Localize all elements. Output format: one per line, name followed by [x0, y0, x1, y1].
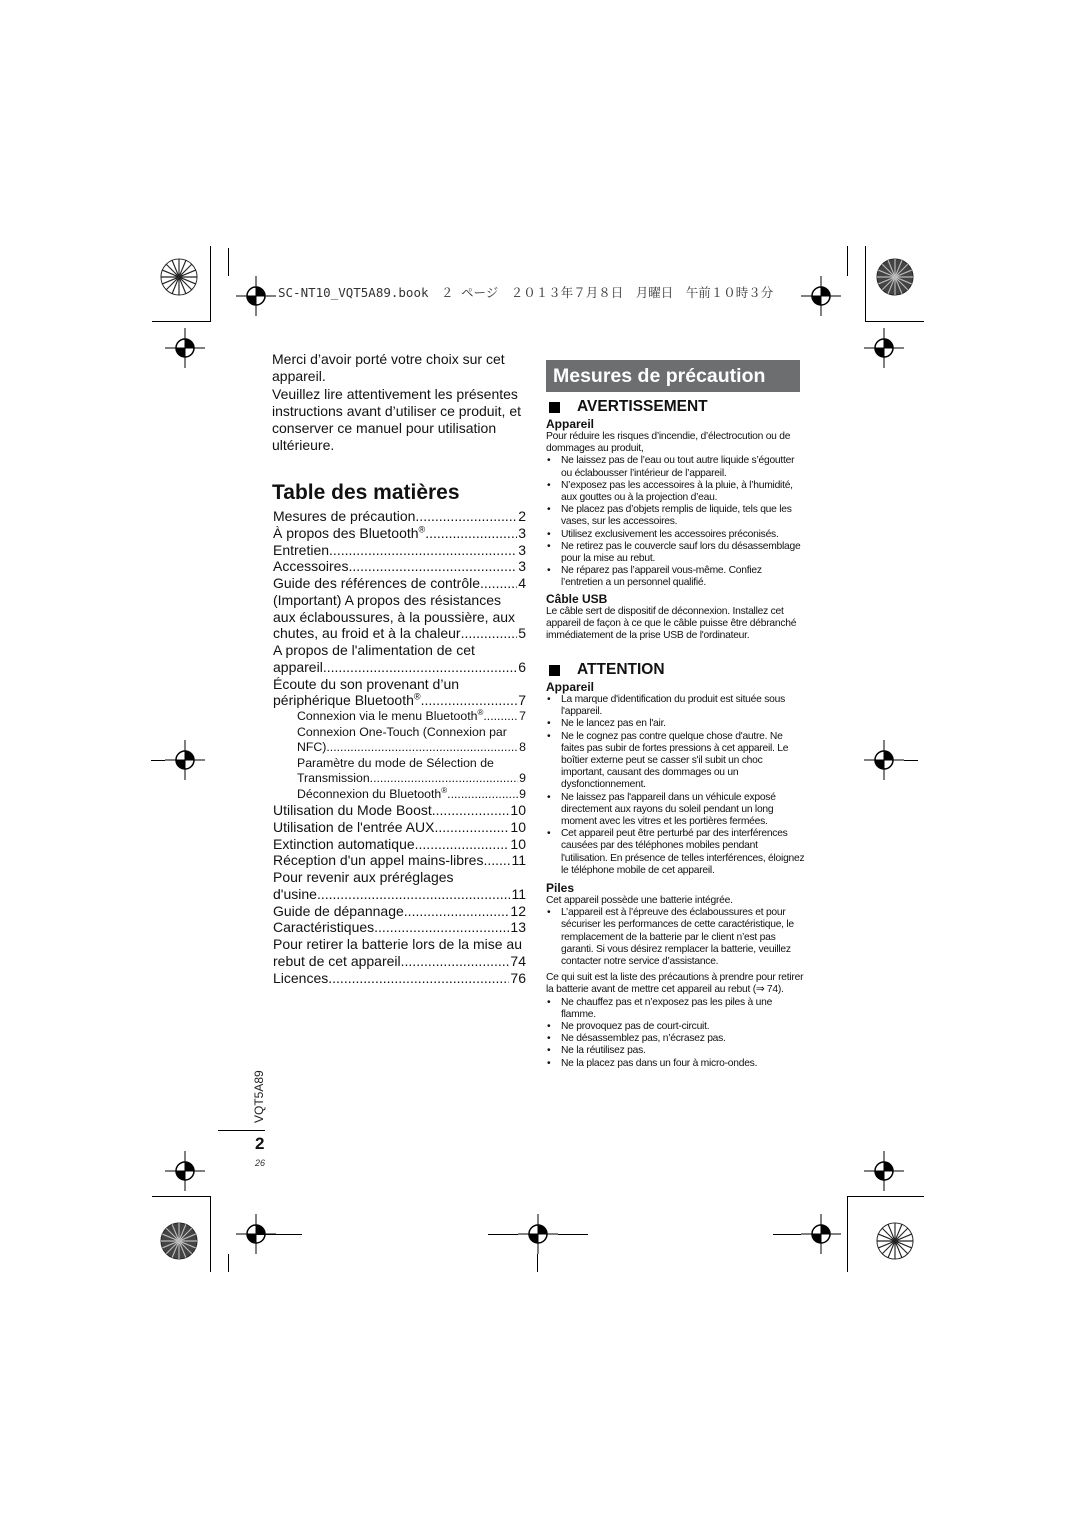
toc-entry-line: Pour retirer la batterie lors de la mise au — [273, 936, 522, 952]
bullet-item: • Ne désassemblez pas, n’écrasez pas. — [546, 1033, 806, 1045]
registered-mark: ® — [441, 785, 448, 795]
warning-block — [546, 398, 806, 642]
toc-entry[interactable] — [273, 558, 526, 575]
toc-entry-line: (Important) A propos des résistances — [273, 591, 501, 608]
toc-entry[interactable] — [273, 819, 526, 836]
toc-entry-label: Extinction automatique — [273, 835, 415, 852]
subheading: Appareil — [546, 680, 595, 694]
bullet-item: • Utilisez exclusivement les accessoires préconisés. — [546, 529, 806, 541]
toc-page-number: 10 — [510, 818, 526, 835]
toc-page-number: 10 — [510, 802, 526, 818]
toc-leader-dots — [432, 802, 510, 819]
toc-entry-label: Réception d'un appel mains-libres — [273, 852, 484, 869]
bullet-item: • Ne placez pas d’objets remplis de liquide, tels que les vases, sur les accessoires. — [546, 504, 806, 528]
toc-entry-line: Pour revenir aux préréglages — [273, 869, 454, 885]
toc-leader-dots — [374, 919, 509, 936]
toc-page-number: 5 — [518, 625, 526, 642]
page-number: 2 — [255, 1134, 265, 1153]
toc-entry-label: Transmission — [297, 771, 370, 785]
toc-entry-label: À propos des Bluetooth® — [273, 524, 426, 541]
toc-entry[interactable] — [273, 508, 526, 525]
toc-entry-label: rebut de cet appareil — [273, 952, 401, 969]
registration-crosshair-icon — [165, 740, 205, 780]
section-title: Mesures de précaution — [546, 360, 800, 392]
paragraph: Le câble sert de dispositif de déconnexion. Installez cet appareil de façon à ce que le câble puisse être débranché immédiatement de la prise USB de l'ordinateur. — [546, 605, 797, 642]
toc-entry[interactable] — [273, 542, 526, 559]
toc-entry[interactable] — [273, 919, 526, 936]
bullet-item: • Ne laissez pas l'appareil dans un véhicule exposé directement aux rayons du soleil pendant un long moment avec les vitres et les portières fermées. — [546, 792, 806, 829]
toc-entry-line: Connexion One-Touch (Connexion par — [297, 724, 507, 739]
subheading: Câble USB — [546, 591, 608, 606]
intro-paragraph: Veuillez lire attentivement les présentes instructions avant d’utiliser ce produit, et conserver ce manuel pour utilisation ultérieure. — [272, 385, 522, 454]
toc-entry-line: Écoute du son provenant d’un — [273, 675, 460, 692]
toc-entry[interactable] — [273, 676, 526, 710]
paragraph: Pour réduire les risques d’incendie, d’électrocution ou de dommages au produit, — [546, 431, 791, 455]
toc-page-number: 74 — [510, 952, 526, 969]
toc-leader-dots — [483, 709, 518, 725]
toc-title: Table des matières — [272, 481, 460, 504]
toc-leader-dots — [329, 542, 517, 559]
registration-crosshair-icon — [518, 1214, 558, 1254]
toc-entry[interactable] — [273, 787, 526, 803]
toc-entry[interactable] — [273, 709, 526, 725]
toc-entry-label: Caractéristiques — [273, 919, 375, 936]
toc-entry-label: périphérique Bluetooth® — [273, 691, 421, 709]
bullet-item: • Ne chauffez pas et n’exposez pas les piles à une flamme. — [546, 997, 806, 1021]
toc-entry-label: Licences — [273, 969, 329, 986]
toc-leader-dots — [404, 903, 510, 920]
toc-page-number: 10 — [510, 835, 526, 852]
toc-entry-label: Guide des références de contrôle — [273, 575, 481, 591]
toc-entry-label: Utilisation du Mode Boost — [273, 802, 432, 818]
toc-page-number: 13 — [510, 919, 526, 936]
toc-entry[interactable] — [273, 756, 526, 787]
toc-page-number: 4 — [518, 575, 526, 591]
bullet-item: • Ne retirez pas le couvercle sauf lors du désassemblage pour la mise au rebut. — [546, 541, 806, 565]
paragraph: Ce qui suit est la liste des précautions à prendre pour retirer la batterie avant de mettre cet appareil au rebut (⇒ 74). — [546, 972, 804, 996]
bullet-item: • Ne réparez pas l’appareil vous-même. Confiez l’entretien a un personnel qualifié. — [546, 565, 806, 589]
toc-page-number: 76 — [510, 969, 526, 986]
intro-paragraph: Merci d’avoir porté votre choix sur cet appareil. — [272, 351, 505, 385]
toc-page-number: 3 — [518, 541, 526, 558]
toc-page-number: 11 — [511, 885, 526, 902]
toc-entry[interactable] — [273, 970, 526, 987]
toc-leader-dots — [370, 771, 518, 787]
toc-entry-label: d'usine — [273, 885, 317, 902]
square-bullet-icon — [549, 402, 560, 413]
toc-page-number: 3 — [518, 558, 526, 575]
toc-page-number: 11 — [511, 852, 526, 869]
registration-crosshair-icon — [864, 740, 904, 780]
print-file-header: SC-NT10_VQT5A89.book ２ ページ ２０１３年７月８日 月曜日 午前１０時３分 — [278, 285, 774, 300]
toc-entry[interactable] — [273, 852, 526, 869]
toc-page-number: 9 — [519, 771, 526, 785]
registration-crosshair-icon — [864, 1151, 904, 1191]
toc-entry[interactable] — [273, 802, 526, 819]
bullet-list — [546, 997, 806, 1070]
toc-page-number: 2 — [518, 508, 526, 524]
registration-disc-icon — [160, 1222, 198, 1260]
toc-leader-dots — [415, 836, 510, 853]
registration-disc-icon — [876, 1222, 914, 1260]
toc-leader-dots — [401, 953, 510, 970]
caution-heading: ATTENTION — [546, 661, 806, 679]
toc-leader-dots — [323, 659, 517, 676]
bullet-item: • L’appareil est à l’épreuve des éclaboussures et pour sécuriser les performances de cette caractéristique, le remplacement de la batterie par le client n’est pas garanti. Si vous désirez remplacer la batterie, veuillez contacter notre service d’assistance. — [546, 907, 806, 968]
bullet-item: • Ne la placez pas dans un four à micro-ondes. — [546, 1058, 806, 1070]
bullet-list — [546, 694, 806, 877]
registration-crosshair-icon — [236, 276, 276, 316]
toc-page-number: 12 — [510, 902, 526, 919]
registered-mark: ® — [418, 524, 426, 535]
toc-leader-dots — [348, 558, 517, 575]
subheading: Piles — [546, 881, 575, 896]
toc-entry[interactable] — [273, 575, 526, 592]
toc-leader-dots — [447, 787, 518, 803]
paragraph: Cet appareil possède une batterie intégrée. — [546, 895, 733, 907]
bullet-item: • Ne la réutilisez pas. — [546, 1045, 806, 1057]
toc-entry[interactable] — [273, 525, 526, 542]
subheading: Appareil — [546, 417, 595, 431]
intro-text — [272, 351, 532, 455]
bullet-item: • Ne le lancez pas en l'air. — [546, 718, 806, 730]
toc-entry-label: NFC) — [297, 740, 327, 754]
toc-page-number: 7 — [519, 709, 526, 723]
toc-leader-dots — [425, 525, 517, 542]
bullet-list — [546, 455, 806, 589]
toc-leader-dots — [415, 508, 517, 525]
toc-entry-line: A propos de l'alimentation de cet — [273, 642, 475, 658]
toc-entry-label: Guide de dépannage — [273, 902, 404, 919]
toc-entry-label: Mesures de précaution — [273, 508, 416, 524]
bullet-item: • La marque d'identification du produit est située sous l'appareil. — [546, 694, 806, 718]
registration-disc-icon — [160, 258, 198, 296]
square-bullet-icon — [549, 665, 560, 676]
toc-entry-label: Utilisation de l'entrée AUX — [273, 818, 435, 835]
registered-mark: ® — [413, 691, 421, 702]
print-page-number: 26 — [255, 1158, 266, 1168]
toc-entry[interactable] — [273, 936, 526, 970]
toc-entry[interactable] — [273, 903, 526, 920]
toc-entry-label: appareil — [273, 658, 323, 675]
toc-entry-label: Connexion via le menu Bluetooth® — [297, 707, 484, 723]
toc-leader-dots — [483, 852, 510, 869]
toc-leader-dots — [328, 970, 509, 987]
toc-entry-label: Entretien — [273, 541, 330, 558]
registration-crosshair-icon — [165, 1151, 205, 1191]
bullet-item: • Ne provoquez pas de court-circuit. — [546, 1021, 806, 1033]
table-of-contents — [273, 508, 526, 986]
toc-page-number: 8 — [519, 740, 526, 754]
bullet-list — [546, 907, 806, 968]
toc-leader-dots — [461, 625, 518, 642]
toc-entry[interactable] — [273, 642, 526, 676]
document-code: VQT5A89 — [252, 1070, 266, 1123]
caution-block — [546, 661, 806, 1070]
toc-entry[interactable] — [273, 869, 526, 903]
registration-disc-icon — [876, 258, 914, 296]
toc-leader-dots — [326, 740, 518, 756]
bullet-item: • Cet appareil peut être perturbé par des interférences causées par des téléphones mobiles pendant l'utilisation. En présence de telles interférences, éloignez le téléphone mobile de cet appareil. — [546, 828, 806, 877]
toc-entry-label: chutes, au froid et à la chaleur — [273, 625, 461, 642]
toc-entry[interactable] — [273, 725, 526, 756]
toc-leader-dots — [421, 692, 518, 709]
toc-page-number: 6 — [518, 658, 526, 675]
toc-entry[interactable] — [273, 836, 526, 853]
toc-page-number: 9 — [519, 786, 526, 801]
toc-entry-label: Déconnexion du Bluetooth® — [297, 785, 448, 801]
registration-crosshair-icon — [801, 1214, 841, 1254]
registration-crosshair-icon — [864, 328, 904, 368]
toc-page-number: 7 — [518, 692, 526, 709]
registered-mark: ® — [477, 707, 484, 717]
bullet-item: • N’exposez pas les accessoires à la pluie, à l’humidité, aux gouttes ou à la projection d’eau. — [546, 480, 806, 504]
warning-heading: AVERTISSEMENT — [546, 398, 806, 416]
toc-entry-label: Accessoires — [273, 558, 349, 575]
bullet-item: • Ne laissez pas de l’eau ou tout autre liquide s’égoutter ou éclabousser l’intérieur de l’appareil. — [546, 455, 806, 479]
toc-entry-line: aux éclaboussures, à la poussière, aux — [273, 608, 516, 625]
toc-leader-dots — [434, 819, 509, 836]
toc-leader-dots — [317, 886, 511, 903]
bullet-item: • Ne le cognez pas contre quelque chose d'autre. Ne faites pas subir de fortes pressions à cet appareil. Le boîtier externe peut se casser s'il subit un choc important, causant des dommages ou un dysfonctionnement. — [546, 731, 806, 792]
toc-page-number: 3 — [518, 524, 526, 541]
toc-entry[interactable] — [273, 592, 526, 642]
registration-crosshair-icon — [165, 328, 205, 368]
toc-leader-dots — [480, 575, 517, 592]
toc-entry-line: Paramètre du mode de Sélection de — [297, 755, 494, 770]
